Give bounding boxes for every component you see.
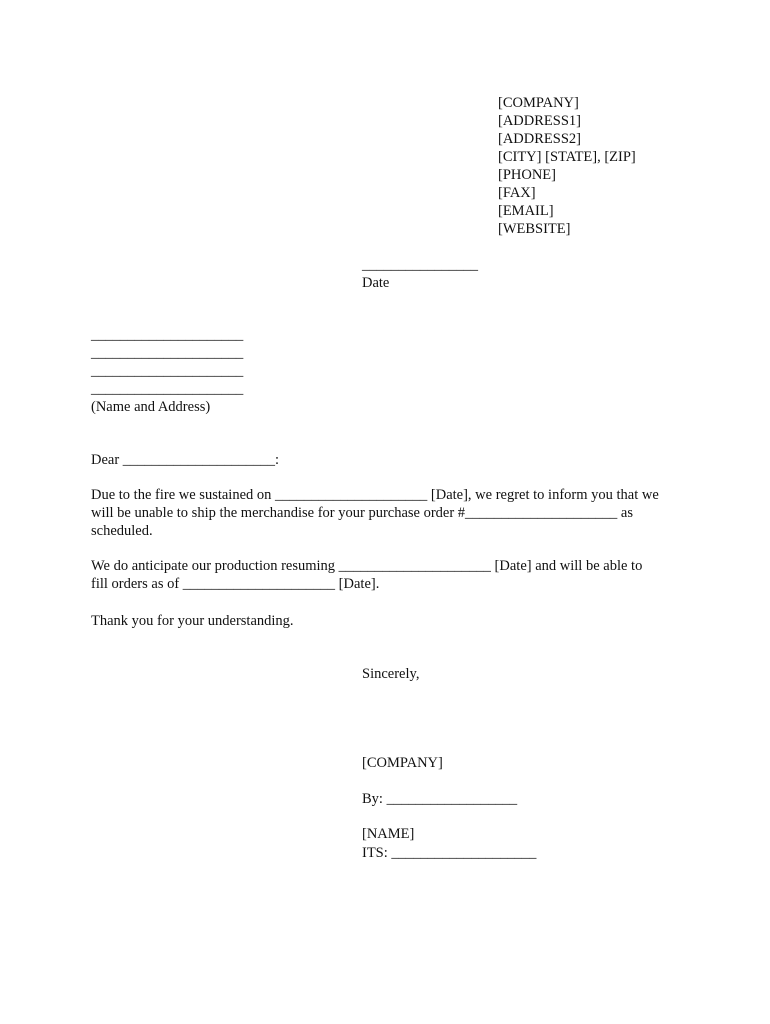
recipient-line: _____________________ (91, 327, 244, 343)
signature-name: [NAME] (362, 826, 415, 842)
paragraph-line: will be unable to ship the merchandise for your purchase order #_____________________ as (91, 505, 634, 521)
recipient-line: _____________________ (91, 345, 244, 361)
letterhead-phone: [PHONE] (498, 167, 556, 183)
letterhead-website: [WEBSITE] (498, 221, 571, 237)
recipient-line: _____________________ (91, 363, 244, 379)
paragraph-line: We do anticipate our production resuming _____________________ [Date] and will be able to (91, 558, 643, 574)
closing-sincerely: Sincerely, (362, 666, 420, 682)
body-paragraph-3: Thank you for your understanding. (91, 613, 294, 629)
paragraph-line: scheduled. (91, 523, 153, 539)
letterhead-city-state-zip: [CITY] [STATE], [ZIP] (498, 149, 636, 165)
body-paragraph-2 (91, 557, 691, 593)
signature-company: [COMPANY] (362, 755, 443, 771)
paragraph-line: Due to the fire we sustained on _____________________ [Date], we regret to inform you that we (91, 487, 659, 503)
body-paragraph-1 (91, 486, 691, 540)
letterhead-email: [EMAIL] (498, 203, 554, 219)
letterhead-company: [COMPANY] (498, 95, 579, 111)
signature-by: By: __________________ (362, 791, 518, 807)
letterhead-address1: [ADDRESS1] (498, 113, 581, 129)
date-label: Date (362, 275, 390, 291)
recipient-line: _____________________ (91, 381, 244, 397)
date-blank: ________________ (362, 257, 478, 273)
letterhead-address2: [ADDRESS2] (498, 131, 581, 147)
signature-its: ITS: ____________________ (362, 845, 537, 861)
date-block (362, 256, 478, 292)
letterhead (498, 94, 636, 238)
letterhead-fax: [FAX] (498, 185, 536, 201)
salutation: Dear _____________________: (91, 452, 280, 468)
recipient-block (91, 326, 243, 416)
recipient-label: (Name and Address) (91, 399, 211, 415)
paragraph-line: fill orders as of _____________________ [Date]. (91, 576, 380, 592)
